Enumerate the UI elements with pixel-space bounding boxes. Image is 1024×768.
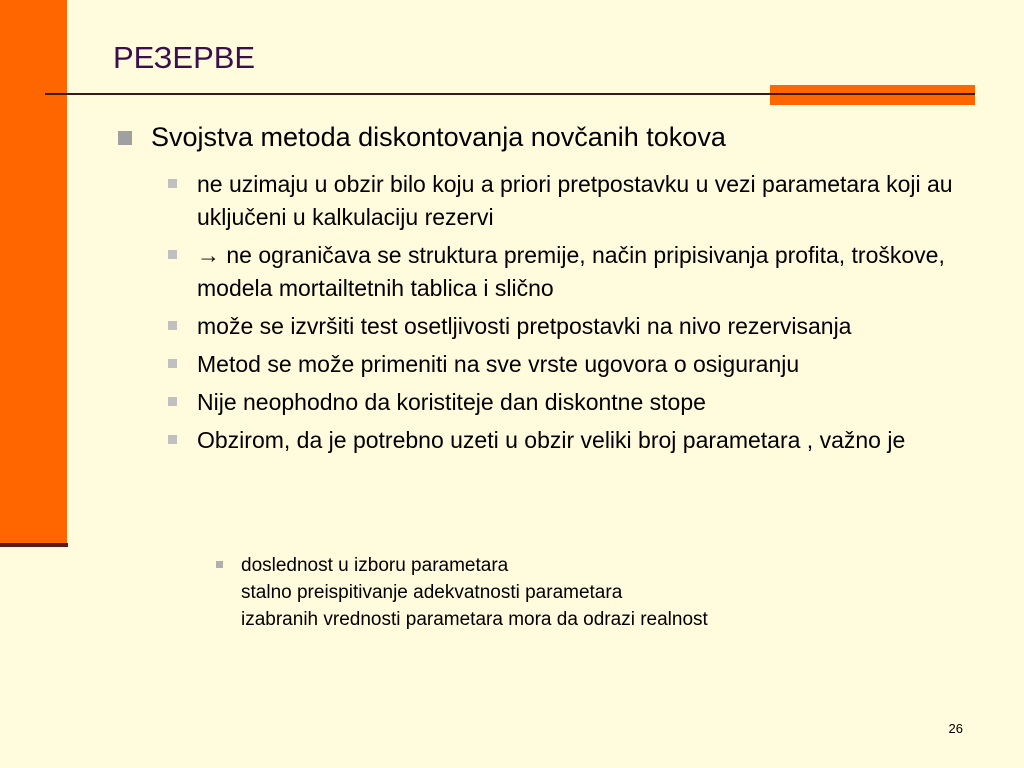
page-number: 26 [948, 721, 963, 736]
square-bullet-icon [168, 435, 177, 444]
square-bullet-icon [168, 179, 177, 188]
list-item-text: Nije neophodno da koristiteje dan diskontne stope [197, 389, 706, 415]
list-item-text: ne ograničava se struktura premije, način pripisivanja profita, troškove, modela mortailtetnih tablica i slično [197, 242, 945, 301]
arrow-icon: → [197, 242, 220, 268]
list-item [160, 348, 972, 381]
square-bullet-icon [118, 131, 132, 145]
third-level-line: doslednost u izboru parametara [241, 555, 509, 576]
third-level-line: stalno preispitivanje adekvatnosti parametara [241, 582, 623, 603]
square-bullet-icon [168, 397, 177, 406]
accent-rule-line [770, 93, 975, 95]
third-level-line: izabranih vrednosti parametara mora da odrazi realnost [241, 609, 708, 630]
list-item [160, 386, 972, 419]
left-accent-line [0, 543, 68, 547]
square-bullet-icon [168, 359, 177, 368]
list-item-text: ne uzimaju u obzir bilo koju a priori pretpostavku u vezi parametara koji au uključeni u kalkulaciju rezervi [197, 171, 953, 230]
slide-title: РЕЗЕРВЕ [113, 40, 256, 75]
list-item-text: Metod se može primeniti na sve vrste ugovora o osiguranju [197, 351, 800, 377]
main-bullet [112, 120, 972, 154]
third-level-bullet [210, 552, 970, 633]
title-accent-block [770, 85, 975, 105]
square-bullet-icon [168, 250, 177, 259]
list-item [160, 424, 972, 457]
list-item-text: Obzirom, da je potrebno uzeti u obzir veliki broj parametara , važno je [197, 427, 906, 453]
square-bullet-icon [216, 561, 223, 568]
square-bullet-icon [168, 321, 177, 330]
sub-bullet-list [160, 168, 972, 462]
main-bullet-text: Svojstva metoda diskontovanja novčanih tokova [151, 122, 726, 152]
list-item [160, 168, 972, 234]
list-item-text: može se izvršiti test osetljivosti pretpostavki na nivo rezervisanja [197, 313, 852, 339]
list-item [160, 310, 972, 343]
left-accent-bar [0, 0, 67, 546]
list-item [160, 239, 972, 305]
